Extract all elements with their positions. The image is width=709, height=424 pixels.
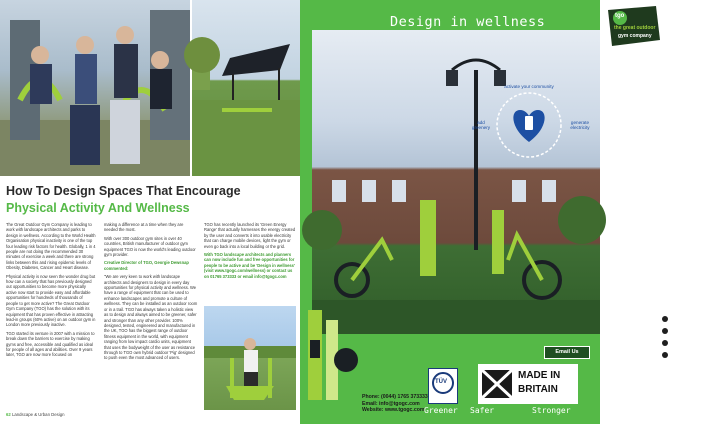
tuv-icon (429, 369, 457, 403)
article-column-2 (104, 222, 198, 408)
logo-text-great-outdoor: the great outdoor (614, 25, 656, 31)
equipment-icon (300, 300, 362, 404)
social-handle: TGOGC (671, 340, 688, 346)
photo-outdoor-gym (312, 30, 600, 334)
photo-park-canopy (192, 0, 300, 176)
britain-text: BRITAIN (518, 384, 558, 395)
page-number: 62 (6, 412, 11, 417)
article-column-3 (204, 222, 296, 302)
made-in-text: MADE IN (518, 370, 561, 381)
social-facebook[interactable] (662, 340, 687, 346)
right-page-advert (300, 0, 709, 424)
col2-paragraph: "We are very keen to work with landscape architects and designers to design in every day opportunities for physical activity and wellness. We have a range of equipment that can be used to enhance landscapes and promote a culture of wellness. They can be installed as an outdoor room or in a trail. TGO has always taken a holistic view as to design and always aimed to be greener, safer and stronger than any other provider. 100% designed, tested, engineered and manufactured in the UK, TGO has the biggest range of outdoor fitness equipment in the world, with equipment ranging from low impact cardio units, equipment that uses the bodyweight of the user as resistance through to TGO own hybrid outdoor 'Pig' designed to push even the most advanced of users. (104, 274, 198, 361)
tagline-greener: Greener (424, 406, 458, 415)
youtube-icon (662, 328, 668, 334)
photo-man-on-equipment (204, 306, 296, 410)
label-add-greenery: add greenery (471, 120, 491, 131)
photo-people-on-gym (0, 0, 190, 176)
logo-text-tgo: tgo (615, 13, 625, 19)
tuv-badge (428, 368, 458, 404)
label-activate-community: activate your community (504, 84, 554, 89)
man-photo-illustration (204, 306, 296, 410)
social-youtube[interactable] (662, 328, 707, 334)
email-us-button[interactable]: Email Us (544, 346, 590, 359)
social-handle: GreatOutdoorGym (671, 328, 708, 334)
gym-photo-illustration (312, 30, 600, 334)
col1-paragraph: TGO started its venture in 2007 with a mission to break down the barriers to exercise by making gyms and free, accessible and qualified as ideal for people of all ages and abilities. Over 9 years later, TGO are now more focused on (6, 330, 95, 358)
made-in-britain-badge (478, 364, 578, 404)
page-footer (6, 412, 65, 417)
article-column-1 (6, 222, 96, 408)
col2-quote-attribution: Creative Director of TGO, Georgie Dewsnap commented: (104, 260, 189, 271)
social-handle: @TGO_GreenGym (671, 316, 709, 322)
tgo-logo (606, 4, 662, 48)
advert-title: Design in wellness (390, 14, 546, 30)
tagline-stronger: Stronger (532, 406, 571, 415)
tagline-safer: Safer (470, 406, 495, 415)
contact-website[interactable]: Website: www.tgogc.com (362, 407, 425, 414)
union-flag-icon (478, 364, 518, 404)
article-heading-line1: How To Design Spaces That Encourage (6, 184, 241, 198)
article-heading-line2: Physical Activity And Wellness (6, 201, 190, 215)
col3-paragraph: TGO has recently launched its 'Green Energy Range' that actually harnesses the energy created by the user and converts it into usable electricity that can charge mobile devices, light the gym or even go back into a local building or the grid. (204, 222, 296, 249)
label-generate-electricity: generate electricity (570, 120, 590, 131)
facebook-icon (662, 340, 668, 346)
wellness-heart-graphic (460, 80, 598, 170)
social-handle: TGOGym (671, 352, 690, 358)
people-photo-illustration (0, 0, 190, 176)
twitter-icon (662, 316, 668, 322)
contact-details (362, 394, 428, 414)
social-twitter[interactable] (662, 316, 709, 322)
col1-paragraph: Physical activity is now seen the wonder drug but how can a society that has previously designed out opportunities to become more physically active now start to provide easy and affordable opportunities for hundreds of thousands of people to get more active? The Great Outdoor Gym Company (TGO) has the solution with its equipment that has proven effective in attracting lead-in groups (60% active) on an outdoor gym in London more previously inactive. (6, 273, 96, 328)
instagram-icon (662, 352, 668, 358)
tuv-text: TÜV (435, 379, 447, 385)
publication-name: Landscape & Urban Design (11, 412, 65, 417)
contact-phone[interactable]: Phone: (0044) 1765 373333 (362, 394, 428, 400)
contact-email[interactable]: Email: info@tgogc.com (362, 400, 420, 407)
logo-text-gym-company: gym company (618, 33, 652, 39)
canopy-photo-illustration (192, 0, 300, 176)
col2-paragraph: With over 300 outdoor gym sites in over 40 countries, British manufacturer of outdoor gym equipment TGO is now the world's leading outdoor gym provider. (104, 235, 196, 258)
col3-callout: With TGO landscape architects and planners can now include fun and free opportunities for people to be active and be 'Design in wellness' (visit www.tgogc.com/wellness) or contact us on 01765 373333 or email info@tgogc.com (204, 252, 295, 279)
col1-paragraph: The Great Outdoor Gym Company is leading to work with landscape architects and parks to design in wellness. According to the World Health Organisation physical inactivity is one of the top four leading risk factors for health. Globally, 1 in 4 people are not doing the recommended 30 minutes of exercise a week and there are strong links between this and rising epidemic levels of Obesity, Diabetes, Cancer and Heart disease. (6, 222, 96, 271)
equipment-graphic (300, 300, 362, 404)
col2-paragraph: making a difference at a time when they are needed the most. (104, 222, 184, 233)
social-instagram[interactable] (662, 352, 690, 358)
left-page (0, 0, 300, 424)
